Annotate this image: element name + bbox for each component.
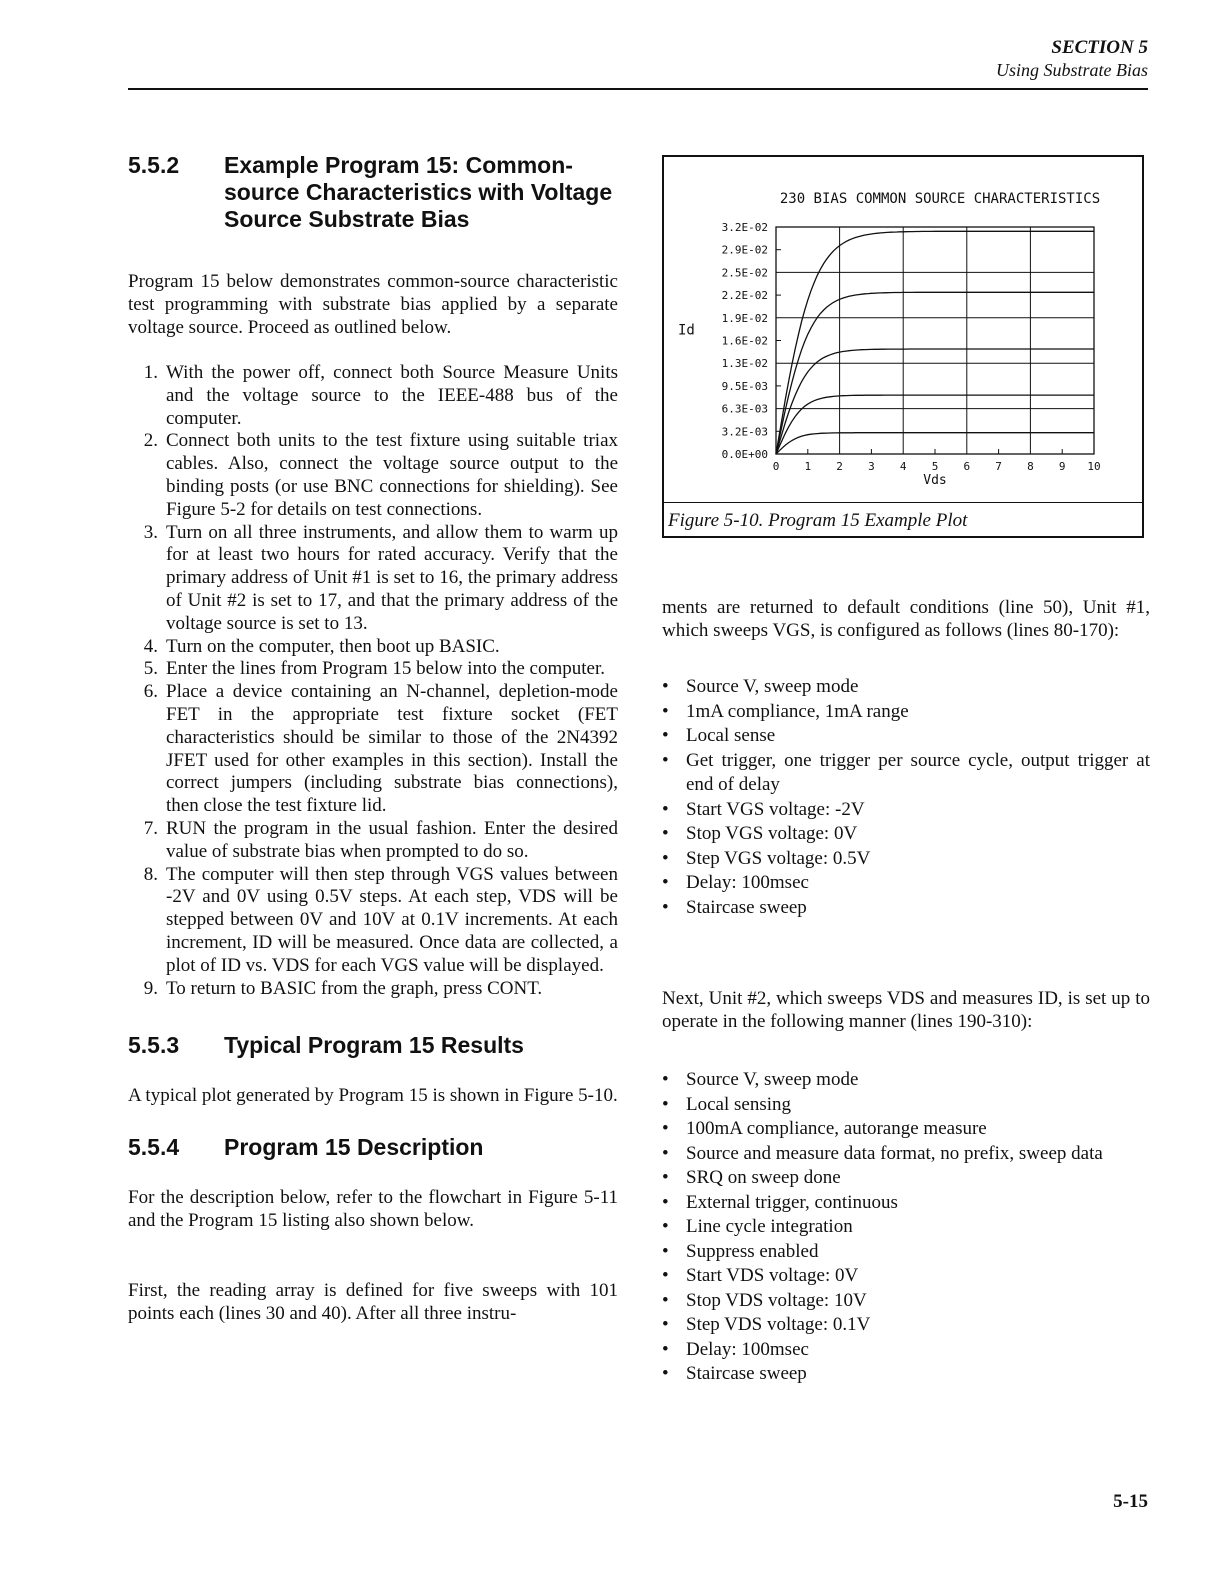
item-text: Local sensing bbox=[686, 1093, 792, 1115]
list-item bbox=[662, 1117, 1150, 1142]
config-paragraph-2: Next, Unit #2, which sweeps VDS and measures ID, is set up to operate in the following manner (lines 190-310): bbox=[662, 988, 1150, 1032]
bullet: • bbox=[662, 725, 669, 746]
list-item bbox=[662, 700, 1150, 725]
bullet: • bbox=[662, 1216, 669, 1237]
item-text: Staircase sweep bbox=[686, 896, 807, 918]
list-item bbox=[662, 1362, 1150, 1387]
x-tick-label: 10 bbox=[1087, 460, 1101, 473]
description-paragraph-1: For the description below, refer to the flowchart in Figure 5-11 and the Program 15 listing also shown below. bbox=[128, 1187, 618, 1232]
list-item bbox=[662, 798, 1150, 823]
series-line bbox=[776, 349, 1094, 454]
step-text: To return to BASIC from the graph, press CONT. bbox=[166, 977, 543, 999]
section-number: 5.5.3 bbox=[128, 1032, 180, 1059]
results-paragraph: A typical plot generated by Program 15 is shown in Figure 5-10. bbox=[128, 1085, 618, 1107]
step-text: With the power off, connect both Source Measure Units and the voltage source to the IEEE-488 bus of the computer. bbox=[166, 362, 618, 429]
item-text: Step VDS voltage: 0.1V bbox=[686, 1314, 871, 1335]
x-tick-label: 5 bbox=[931, 460, 939, 473]
item-text: Stop VDS voltage: 10V bbox=[686, 1289, 867, 1311]
item-text: SRQ on sweep done bbox=[686, 1167, 841, 1188]
list-item bbox=[662, 822, 1150, 847]
list-item bbox=[128, 681, 618, 818]
list-item bbox=[128, 636, 618, 659]
step-text: Place a device containing an N-channel, depletion-mode FET in the appropriate test fixture socket (FET characteristics should be similar to those of the 2N4392 JFET used for other examples in this section). Install the correct jumpers (including substrate bias connections), then close the test fixture lid. bbox=[166, 681, 618, 817]
figure-caption: Figure 5-10. Program 15 Example Plot bbox=[668, 510, 968, 531]
x-tick-label: 6 bbox=[963, 460, 971, 473]
bullet: • bbox=[662, 1289, 669, 1311]
item-text: Staircase sweep bbox=[686, 1363, 807, 1384]
page-number: 5-15 bbox=[1113, 1491, 1148, 1512]
bullet: • bbox=[662, 1093, 669, 1115]
bullet: • bbox=[662, 1142, 669, 1164]
item-text: Source V, sweep mode bbox=[686, 1069, 859, 1090]
left-column bbox=[128, 152, 618, 1325]
list-item bbox=[662, 1142, 1150, 1167]
list-item bbox=[128, 864, 618, 978]
x-tick-label: 4 bbox=[899, 460, 907, 473]
bullet: • bbox=[662, 1167, 669, 1188]
section-number: 5.5.2 bbox=[128, 152, 180, 178]
bullet: • bbox=[662, 1191, 669, 1213]
list-item bbox=[662, 1289, 1150, 1314]
y-tick-label: 3.2E-02 bbox=[721, 221, 768, 234]
item-text: Source and measure data format, no prefix, sweep data bbox=[686, 1142, 1103, 1164]
step-text: RUN the program in the usual fashion. Enter the desired value of substrate bias when prompted to do so. bbox=[166, 817, 618, 862]
bullet: • bbox=[662, 676, 669, 697]
x-tick-label: 3 bbox=[868, 460, 875, 473]
list-item bbox=[662, 675, 1150, 700]
list-item bbox=[662, 1313, 1150, 1338]
y-tick-label: 1.3E-02 bbox=[721, 357, 768, 371]
list-item bbox=[662, 1264, 1150, 1289]
y-axis-label: Id bbox=[678, 322, 695, 339]
header-rule bbox=[128, 88, 1148, 90]
list-item bbox=[662, 749, 1150, 798]
y-tick-label: 2.2E-02 bbox=[721, 289, 768, 303]
item-text: External trigger, continuous bbox=[686, 1191, 898, 1213]
unit1-config-list bbox=[662, 675, 1150, 920]
item-text: Delay: 100msec bbox=[686, 872, 809, 893]
step-number: 4. bbox=[143, 635, 158, 657]
section-title: Example Program 15: Common-source Characteristics with Voltage Source Substrate Bias bbox=[224, 152, 613, 232]
chart-title: 230 BIAS COMMON SOURCE CHARACTERISTICS bbox=[779, 191, 1101, 207]
x-tick-label: 7 bbox=[995, 460, 1002, 473]
item-text: Line cycle integration bbox=[686, 1216, 853, 1237]
list-item bbox=[662, 896, 1150, 921]
x-axis-label: Vds bbox=[923, 473, 947, 488]
series-line bbox=[776, 292, 1094, 454]
step-text: Turn on all three instruments, and allow them to warm up for at least two hours for rated accuracy. Verify that the primary address of Unit #1 is set to 16, the primary address of Unit #2 is set to 17, and that the primary address of the voltage source is set to 13. bbox=[166, 521, 618, 634]
bullet: • bbox=[662, 1118, 669, 1139]
config-paragraph-1: ments are returned to default conditions (line 50), Unit #1, which sweeps VGS, is configured as follows (lines 80-170): bbox=[662, 597, 1150, 641]
list-item bbox=[662, 1338, 1150, 1363]
series-line bbox=[776, 395, 1094, 454]
list-item bbox=[662, 1215, 1150, 1240]
steps-list bbox=[128, 362, 618, 1000]
list-item bbox=[662, 1191, 1150, 1216]
bullet: • bbox=[662, 1265, 669, 1286]
item-text: Step VGS voltage: 0.5V bbox=[686, 847, 871, 869]
right-column bbox=[662, 596, 1150, 1387]
bullet: • bbox=[662, 872, 669, 893]
bullet: • bbox=[662, 1338, 669, 1360]
item-text: Get trigger, one trigger per source cycle, output trigger at end of delay bbox=[686, 749, 1150, 795]
item-text: Stop VGS voltage: 0V bbox=[686, 823, 858, 844]
heading-5-5-3 bbox=[128, 1032, 618, 1059]
y-tick-label: 6.3E-03 bbox=[721, 402, 768, 416]
heading-5-5-2 bbox=[128, 152, 618, 233]
x-tick-label: 1 bbox=[804, 460, 812, 473]
heading-5-5-4 bbox=[128, 1134, 618, 1161]
x-tick-label: 0 bbox=[772, 460, 780, 473]
list-item bbox=[128, 430, 618, 521]
item-text: 1mA compliance, 1mA range bbox=[686, 700, 909, 722]
step-number: 5. bbox=[143, 658, 158, 680]
step-number: 1. bbox=[143, 362, 158, 383]
y-tick-label: 2.5E-02 bbox=[721, 266, 768, 280]
bullet: • bbox=[662, 700, 669, 722]
bullet: • bbox=[662, 1069, 669, 1090]
list-item bbox=[662, 871, 1150, 896]
y-tick-label: 3.2E-03 bbox=[721, 425, 768, 439]
step-text: Enter the lines from Program 15 below into the computer. bbox=[166, 658, 606, 680]
step-number: 3. bbox=[143, 521, 158, 543]
id-vds-chart bbox=[664, 157, 1142, 497]
list-item bbox=[662, 1068, 1150, 1093]
step-text: Turn on the computer, then boot up BASIC. bbox=[166, 635, 500, 657]
figure-caption-divider bbox=[664, 502, 1142, 503]
section-label: SECTION 5 bbox=[1051, 37, 1148, 58]
step-text: The computer will then step through VGS values between -2V and 0V using 0.5V steps. At each step, VDS will be stepped between 0V and 10V at 0.1V increments. At each increment, ID will be measured. Once data are collected, a plot of ID vs. VDS for each VGS value will be displayed. bbox=[166, 863, 618, 976]
step-number: 6. bbox=[143, 681, 158, 703]
step-number: 7. bbox=[143, 817, 158, 839]
step-number: 2. bbox=[143, 430, 158, 452]
item-text: Suppress enabled bbox=[686, 1240, 819, 1262]
y-tick-label: 9.5E-03 bbox=[721, 379, 768, 393]
list-item bbox=[128, 978, 618, 1001]
description-paragraph-2: First, the reading array is defined for five sweeps with 101 points each (lines 30 and 40). After all three instru- bbox=[128, 1280, 618, 1325]
unit2-config-list bbox=[662, 1068, 1150, 1387]
list-item bbox=[662, 1240, 1150, 1265]
y-tick-label: 0.0E+00 bbox=[721, 448, 768, 461]
x-tick-label: 8 bbox=[1027, 460, 1034, 473]
bullet: • bbox=[662, 1240, 669, 1262]
section-number: 5.5.4 bbox=[128, 1134, 180, 1161]
item-text: Start VGS voltage: -2V bbox=[686, 798, 865, 820]
bullet: • bbox=[662, 896, 669, 918]
section-title: Typical Program 15 Results bbox=[224, 1032, 524, 1059]
list-item bbox=[662, 847, 1150, 872]
plot-frame bbox=[776, 227, 1094, 454]
bullet: • bbox=[662, 1363, 669, 1384]
step-number: 8. bbox=[143, 863, 158, 885]
section-subtitle: Using Substrate Bias bbox=[995, 60, 1148, 80]
step-number: 9. bbox=[143, 977, 158, 999]
y-tick-label: 2.9E-02 bbox=[721, 243, 768, 257]
bullet: • bbox=[662, 823, 669, 844]
item-text: Start VDS voltage: 0V bbox=[686, 1265, 859, 1286]
y-tick-label: 1.9E-02 bbox=[721, 311, 768, 325]
item-text: Source V, sweep mode bbox=[686, 676, 859, 697]
list-item bbox=[128, 522, 618, 636]
bullet: • bbox=[662, 1314, 669, 1335]
list-item bbox=[128, 362, 618, 430]
item-text: Local sense bbox=[686, 725, 776, 746]
item-text: Delay: 100msec bbox=[686, 1338, 809, 1360]
y-tick-label: 1.6E-02 bbox=[721, 334, 768, 348]
list-item bbox=[662, 1093, 1150, 1118]
x-tick-label: 2 bbox=[836, 460, 843, 473]
series-line bbox=[776, 231, 1094, 454]
step-text: Connect both units to the test fixture using suitable triax cables. Also, connect the voltage source output to the binding posts (or use BNC connections for shielding). See Figure 5-2 for details on test connections. bbox=[166, 430, 618, 520]
x-tick-label: 9 bbox=[1058, 460, 1066, 473]
item-text: 100mA compliance, autorange measure bbox=[686, 1118, 987, 1139]
running-header bbox=[996, 36, 1148, 82]
bullet: • bbox=[662, 847, 669, 869]
intro-paragraph: Program 15 below demonstrates common-source characteristic test programming with substrate bias applied by a separate voltage source. Proceed as outlined below. bbox=[128, 271, 618, 338]
bullet: • bbox=[662, 749, 669, 771]
list-item bbox=[128, 658, 618, 681]
section-title: Program 15 Description bbox=[224, 1134, 484, 1161]
figure-5-10 bbox=[662, 155, 1144, 538]
bullet: • bbox=[662, 798, 669, 820]
list-item bbox=[128, 818, 618, 864]
list-item bbox=[662, 1166, 1150, 1191]
list-item bbox=[662, 724, 1150, 749]
